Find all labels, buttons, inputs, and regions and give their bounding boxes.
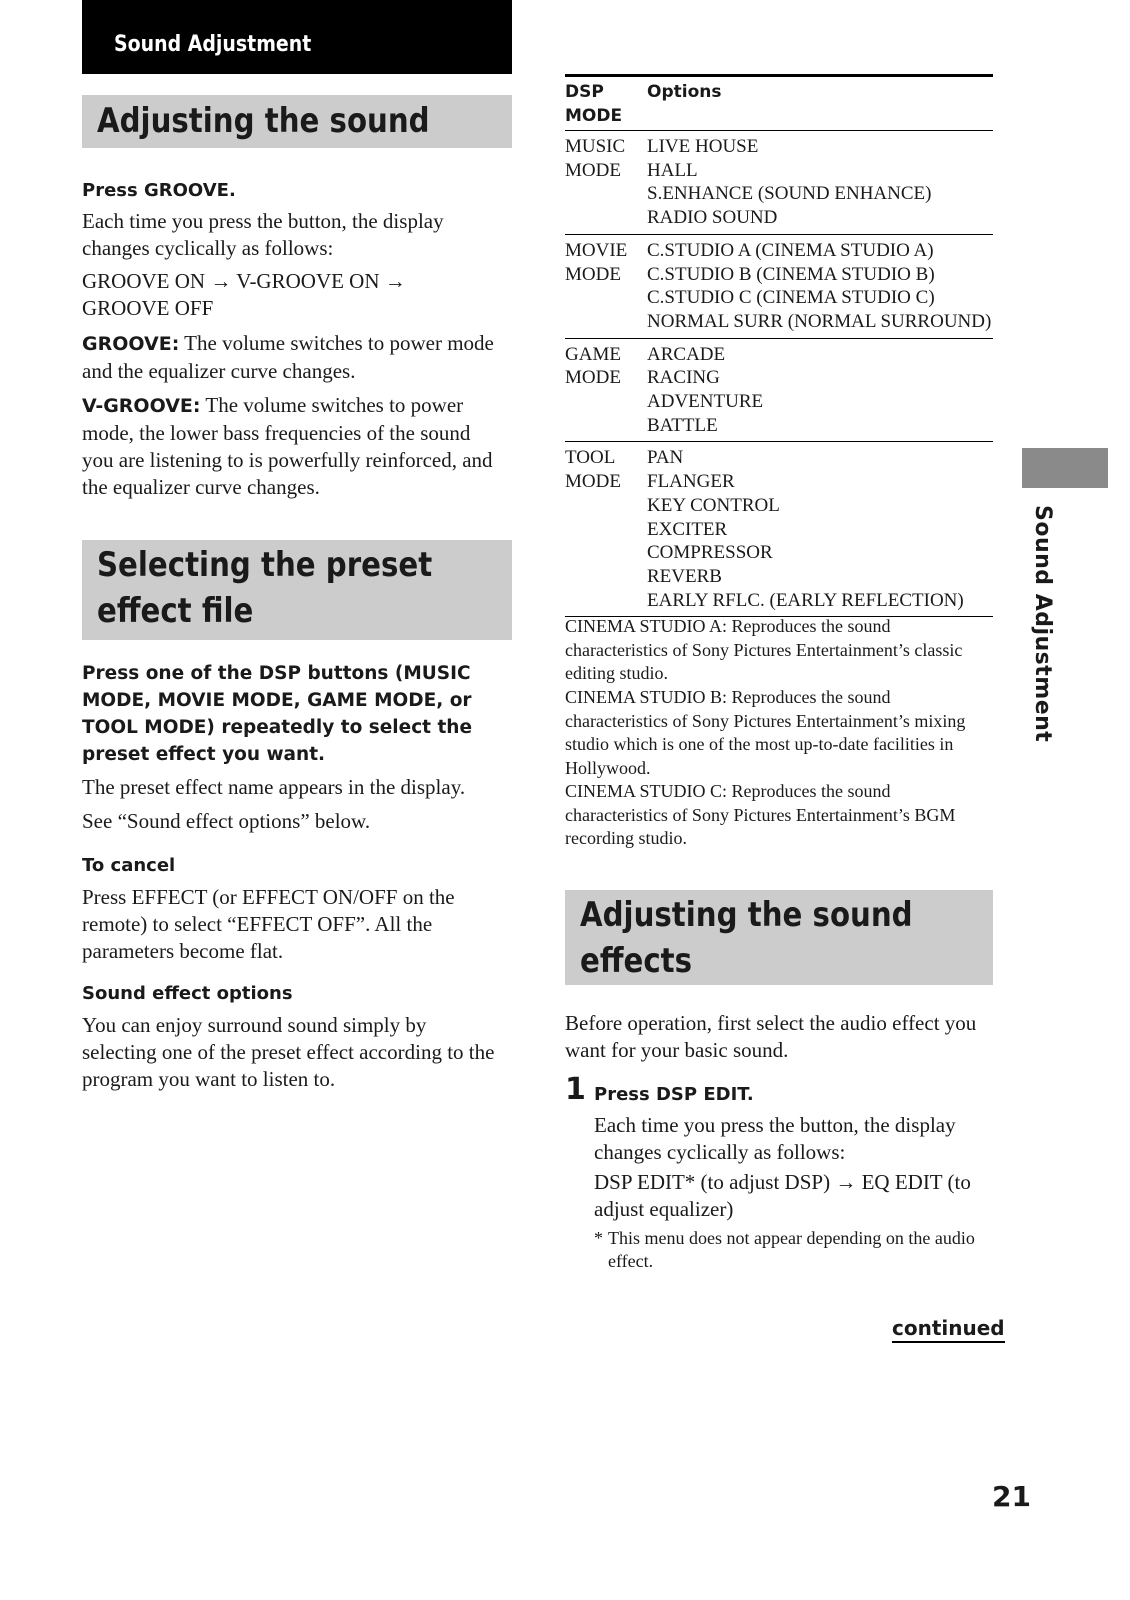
groove-desc: The volume switches to power mode and the equalizer curve changes. (82, 331, 494, 383)
heading-adjusting-effects-l2: effects (580, 941, 693, 981)
table-row (565, 339, 993, 443)
side-tab-marker (1022, 448, 1108, 488)
seq-groove-off: GROOVE OFF (82, 296, 214, 320)
header-dsp-mode: DSP MODE (565, 82, 623, 126)
step-press-groove: Press GROOVE. (82, 180, 236, 201)
groove-sequence (82, 268, 502, 322)
continued-label: continued (892, 1316, 1005, 1343)
table-row (565, 235, 993, 339)
seq-dsp-edit: DSP EDIT* (to adjust DSP) (594, 1170, 831, 1194)
arrow-icon: → (384, 269, 406, 293)
note-cinema-studio-b: CINEMA STUDIO B: Reproduces the sound characteristics of Sony Pictures Entertainment’s mixing studio which is one of the most up-to-date facilities in Hollywood. (565, 687, 966, 778)
mode-cell: GAME MODE (565, 343, 621, 389)
heading-adjusting-effects-l1: Adjusting the sound (580, 895, 913, 935)
heading-selecting-preset-l1: Selecting the preset (97, 545, 433, 585)
table-row (565, 131, 993, 235)
mode-cell: MUSIC MODE (565, 136, 626, 181)
section-tab-label: Sound Adjustment (114, 32, 312, 57)
sound-options-heading: Sound effect options (82, 983, 293, 1004)
heading-adjusting-sound (82, 95, 512, 148)
footnote-text: This menu does not appear depending on the audio effect. (608, 1228, 975, 1271)
options-cell: C.STUDIO A (CINEMA STUDIO A) C.STUDIO B (CINEMA STUDIO B) C.STUDIO C (CINEMA STUDIO C) NORMAL SURR (NORMAL SURROUND) (647, 239, 992, 332)
table-header (565, 77, 993, 131)
mode-cell: TOOL MODE (565, 447, 621, 493)
table-row (565, 442, 993, 617)
vgroove-desc: The volume switches to power mode, the lower bass frequencies of the sound you are listening to is powerfully reinforced, and the equalizer curve changes. (82, 393, 493, 499)
preset-name-text: The preset effect name appears in the display. (82, 775, 466, 799)
heading-adjusting-effects (565, 890, 993, 985)
seq-eq-edit: EQ EDIT (to adjust equalizer) (594, 1170, 971, 1221)
note-cinema-studio-c: CINEMA STUDIO C: Reproduces the sound characteristics of Sony Pictures Entertainment’s BGM recording studio. (565, 781, 956, 848)
step-press-dsp: Press one of the DSP buttons (MUSIC MODE, MOVIE MODE, GAME MODE, or TOOL MODE) repeatedly to select the preset effect you want. (82, 663, 472, 765)
dsp-edit-sequence (594, 1169, 989, 1223)
options-cell: PAN FLANGER KEY CONTROL EXCITER COMPRESSOR REVERB EARLY RFLC. (EARLY REFLECTION) (647, 447, 964, 611)
arrow-icon: → (210, 269, 232, 293)
see-options-text: See “Sound effect options” below. (82, 809, 371, 833)
groove-paragraph: Each time you press the button, the display changes cyclically as follows: (82, 209, 444, 260)
heading-selecting-preset (82, 540, 512, 640)
footnote-mark: * (594, 1228, 603, 1248)
options-cell: LIVE HOUSE HALL S.ENHANCE (SOUND ENHANCE) RADIO SOUND (647, 136, 932, 229)
groove-term: GROOVE: (82, 333, 180, 355)
seq-vgroove-on: V-GROOVE ON (236, 269, 380, 293)
groove-definition (82, 330, 502, 385)
to-cancel-heading: To cancel (82, 855, 176, 876)
vgroove-term: V-GROOVE: (82, 395, 201, 417)
step-press-dsp-edit: Press DSP EDIT. (594, 1084, 754, 1105)
arrow-icon: → (835, 1170, 857, 1194)
heading-adjusting-sound-text: Adjusting the sound (97, 101, 430, 141)
seq-groove-on: GROOVE ON (82, 269, 206, 293)
header-options: Options (647, 82, 722, 102)
note-cinema-studio-a: CINEMA STUDIO A: Reproduces the sound characteristics of Sony Pictures Entertainment’s classic editing studio. (565, 616, 963, 683)
side-section-label: Sound Adjustment (1030, 505, 1055, 743)
dsp-edit-paragraph: Each time you press the button, the display changes cyclically as follows: (594, 1113, 956, 1164)
sound-options-text: You can enjoy surround sound simply by selecting one of the preset effect according to the program you want to listen to. (82, 1013, 495, 1091)
dsp-options-table (565, 74, 993, 617)
to-cancel-text: Press EFFECT (or EFFECT ON/OFF on the remote) to select “EFFECT OFF”. All the parameters become flat. (82, 885, 455, 963)
section-tab (82, 0, 512, 74)
options-cell: ARCADE RACING ADVENTURE BATTLE (647, 343, 764, 436)
page-number: 21 (992, 1480, 1031, 1513)
vgroove-definition (82, 392, 502, 501)
step-number: 1 (565, 1072, 586, 1107)
effects-intro: Before operation, first select the audio effect you want for your basic sound. (565, 1011, 977, 1062)
mode-cell: MOVIE MODE (565, 239, 628, 285)
footnote (594, 1227, 989, 1273)
heading-selecting-preset-l2: effect file (97, 591, 254, 631)
